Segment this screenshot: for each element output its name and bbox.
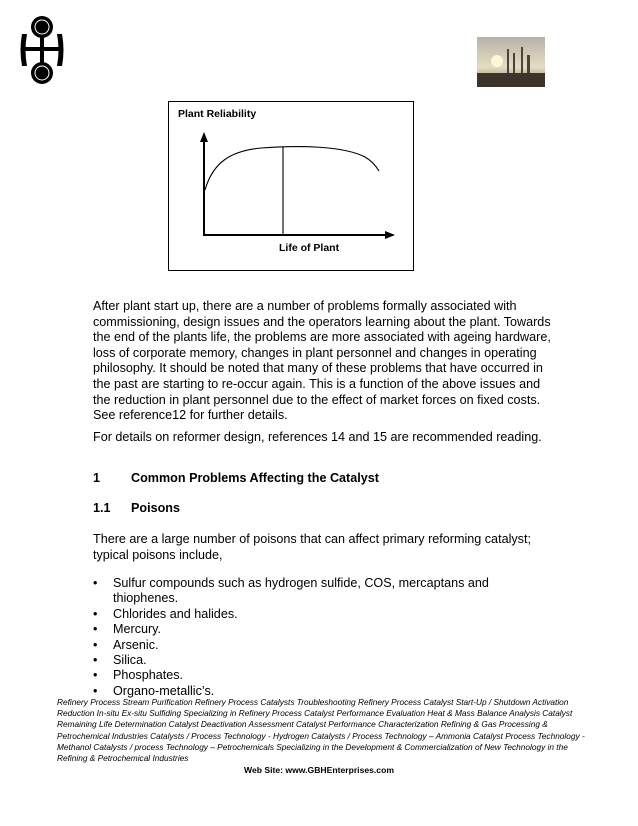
poisons-list bbox=[93, 576, 533, 699]
bullet-icon: • bbox=[93, 668, 98, 683]
reliability-curve bbox=[205, 147, 379, 190]
list-item: • Silica. bbox=[93, 653, 147, 668]
plant-reliability-figure bbox=[168, 101, 414, 271]
bullet-icon: • bbox=[93, 653, 98, 668]
list-item: • Mercury. bbox=[93, 622, 162, 637]
refinery-photo-icon bbox=[477, 37, 545, 87]
subsection-number: 1.1 bbox=[93, 501, 111, 515]
footer-website: Web Site: www.GBHEnterprises.com bbox=[244, 765, 394, 775]
figure-title: Plant Reliability bbox=[178, 108, 257, 120]
bullet-icon: • bbox=[93, 606, 98, 621]
subsection-title: Poisons bbox=[131, 501, 180, 515]
section-number: 1 bbox=[93, 471, 101, 485]
ornamental-emblem-icon bbox=[18, 14, 66, 86]
paragraph-poisons-intro: There are a large number of poisons that can affect primary reforming catalyst; typical poisons include, bbox=[93, 532, 531, 562]
figure-x-label: Life of Plant bbox=[279, 242, 340, 254]
section-heading-common-problems bbox=[93, 471, 379, 486]
paragraph-plant-life: After plant start up, there are a number of problems formally associated with commissioning, design issues and the operators learning about the plant. Towards the end of the plants life, the problems are more associated with ageing hardware, loss of corporate memory, changes in plant personnel and changes in operating philosophy. It should be noted that many of these problems that have occurred in the past are starting to re-occur again. This is a function of the above issues and the reduction in plant personnel due to the effect of market forces on fixed costs. See reference12 for further details. bbox=[93, 299, 551, 423]
list-item: • Phosphates. bbox=[93, 668, 184, 683]
list-item: • Sulfur compounds such as hydrogen sulfide, COS, mercaptans and thiophenes. bbox=[93, 576, 489, 606]
list-item: • Chlorides and halides. bbox=[93, 606, 238, 621]
bullet-icon: • bbox=[93, 576, 98, 590]
footer-services-text: Refinery Process Stream Purification Refinery Process Catalysts Troubleshooting Refinery Process Catalyst Start-Up / Shutdown Activation Reduction In-situ Ex-situ Sulfiding Specializing in Refinery Process Catalyst Performance Evaluation Heat & Mass Balance Analysis Catalyst Remaining Life Determination Catalyst Deactivation Assessment Catalyst Performance Characterization Refining & Gas Processing & Petrochemical Industries Catalysts / Process Technology - Hydrogen Catalysts / Process Technology – Ammonia Catalyst Process Technology - Methanol Catalysts / process Technology – Petrochemicals Specializing in the Development & Commercialization of New Technology in the Refining & Petrochemical Industries bbox=[57, 697, 585, 764]
list-item: • Organo-metallic’s. bbox=[93, 683, 215, 698]
paragraph-reformer-design: For details on reformer design, references 14 and 15 are recommended reading. bbox=[93, 430, 542, 444]
y-axis-arrow-icon bbox=[200, 132, 208, 142]
section-title: Common Problems Affecting the Catalyst bbox=[131, 471, 379, 485]
bullet-icon: • bbox=[93, 637, 98, 652]
bullet-icon: • bbox=[93, 622, 98, 637]
bullet-icon: • bbox=[93, 683, 98, 698]
x-axis-arrow-icon bbox=[385, 231, 395, 239]
list-item: • Arsenic. bbox=[93, 637, 159, 652]
subsection-heading-poisons bbox=[93, 501, 180, 516]
